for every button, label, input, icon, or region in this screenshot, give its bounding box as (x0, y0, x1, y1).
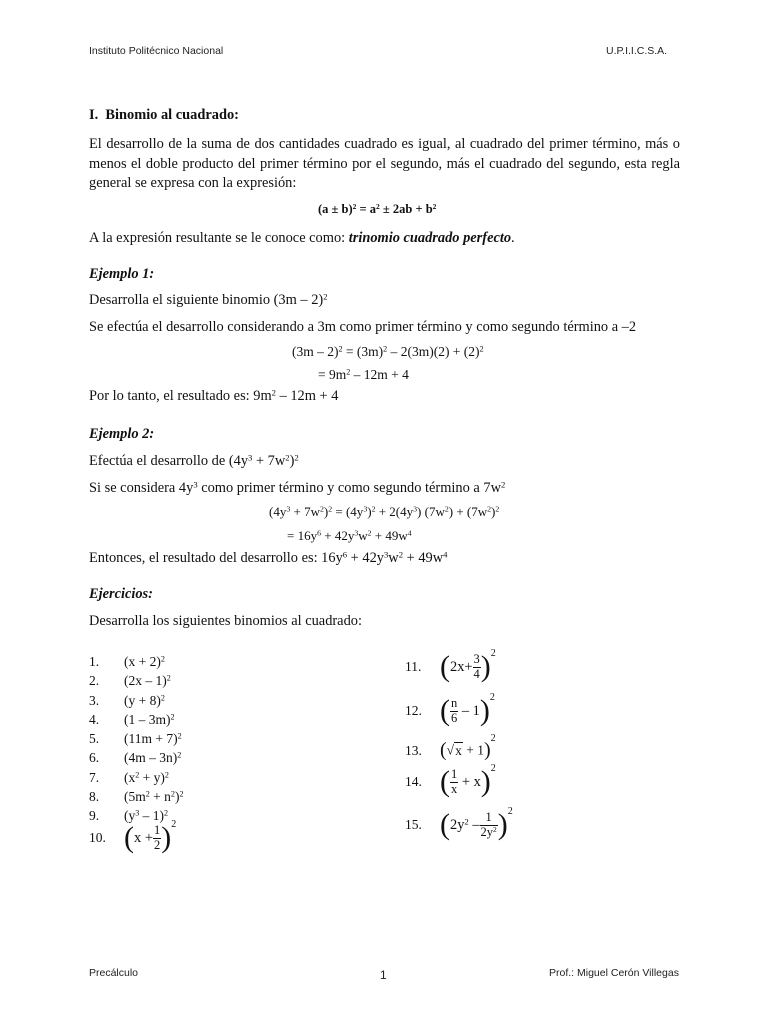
example2-result: Entonces, el resultado del desarrollo es: $16y^6 + 42y^3w^2 + 49w^4$ (89, 549, 448, 566)
exercise-item: 2. (2x – 1)$^2$ (89, 673, 171, 689)
exercise-item: 6. (4m – 3n)$^2$ (89, 750, 182, 766)
footer-page-number: 1 (380, 968, 387, 982)
example1-prompt: Desarrolla el siguiente binomio (3m – 2)$^2$ (89, 291, 328, 308)
exercise-item: 3. $(y + 8)^2$ (89, 692, 165, 708)
section-title (89, 108, 239, 122)
exercise-item: 5. $(11m + 7)^2$ (89, 731, 182, 747)
binomial-formula: $(a \pm b)^2 = a^2 \pm 2ab + b^2$ (318, 201, 437, 216)
example2-line2: = $16y^6 + 42y^3w^2 + 49w^4$ (287, 528, 412, 543)
section-number: I. (89, 107, 99, 123)
header-institution: Instituto Politécnico Nacional (89, 45, 224, 57)
trinomio-term: trinomio cuadrado perfecto (348, 230, 512, 246)
exercise-13: 13. $(√x + 1)^2$ (405, 733, 496, 761)
footer-author: Prof.: Miguel Cerón Villegas (549, 967, 679, 979)
example2-statement: Si se considera $4y^3$ como primer término y como segundo término a $7w^2$ (89, 479, 506, 496)
exercise-12: 12. ( $\frac{n}{6}$ – 1)$^2$ (405, 692, 495, 727)
example2-line1: $(4y^3 + 7w^2)^2 = (4y^3)^2 + 2(4y^3) (7w^2) + (7w^2)^2$ (269, 504, 500, 519)
exercises-title: Ejercicios: (89, 586, 153, 602)
exercise-item: 4. (1 – 3m)$^2$ (89, 711, 175, 727)
header-school: U.P.I.I.C.S.A. (606, 45, 668, 57)
intro-conclusion: A la expresión resultante se le conoce como: trinomio cuadrado perfecto. (89, 230, 515, 246)
example1-statement: Se efectúa el desarrollo considerando a 3m como primer término y como segundo término a –2 (89, 319, 637, 335)
exercise-15: 15. ($2y^2$ – $\frac{1}{2y^2}$ )$^2$ (405, 806, 513, 841)
exercise-10: 10. (x + $\frac{1}{2}$ )$^2$ (89, 819, 177, 854)
example2-prompt: Efectúa el desarrollo de $(4y^3 + 7w^2)^2$ (89, 452, 299, 469)
example1-result: Por lo tanto, el resultado es: $9m^2 - 12m + 4$ (89, 387, 339, 404)
exercise-item: 9. $(y^3 - 1)^2$ (89, 808, 169, 824)
exercise-item: 8. $(5m^2 + n^2)^2$ (89, 789, 184, 805)
exercise-14: 14. ( $\frac{1}{x}$ + x)$^2$ (405, 763, 496, 798)
exercises-instruction: Desarrolla los siguientes binomios al cuadrado: (89, 613, 362, 629)
exercise-11: 11. (2x+ $\frac{3}{4}$ )$^2$ (405, 648, 496, 683)
exercise-item: 7. $(x^2 + y)^2$ (89, 769, 169, 785)
exercise-item: 1. $(x + 2)^2$ (89, 654, 165, 669)
exercise-list-left (89, 652, 184, 826)
example1-line1: $(3m - 2)^2 = (3m)^2 - 2(3m)(2) + (2)^2$ (292, 344, 484, 359)
example2-title: Ejemplo 2: (89, 426, 155, 442)
intro-paragraph: El desarrollo de la suma de dos cantidades cuadrado es igual, al cuadrado del primer término, más o menos el doble producto del primer término por el segundo, más el cuadrado del segundo, esta regla general se expresa con la expresión: (89, 136, 680, 191)
example1-line2: = $9m^2 - 12m + 4$ (318, 367, 409, 382)
section-title-text: Binomio al cuadrado: (105, 107, 239, 123)
footer-course: Precálculo (89, 967, 139, 979)
example1-title: Ejemplo 1: (89, 266, 155, 282)
